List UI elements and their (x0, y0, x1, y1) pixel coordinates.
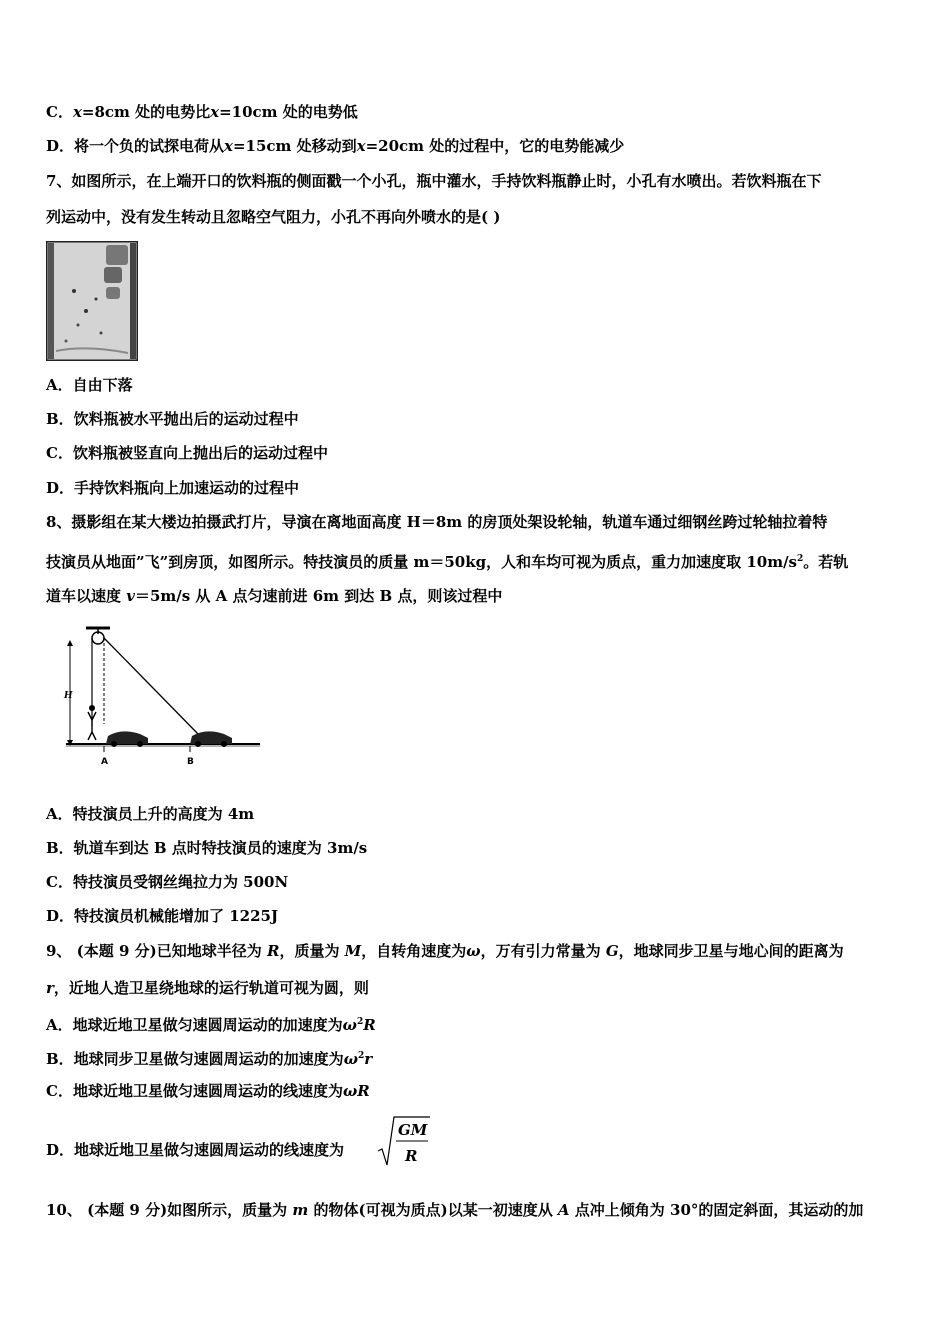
q7-stem-line2: 列运动中，没有发生转动且忽略空气阻力，小孔不再向外喷水的是( ) (46, 208, 501, 226)
q7-option-a: A．自由下落 (46, 376, 133, 394)
q10-stem-line1: 10、 (本题 9 分)如图所示，质量为 m 的物体(可视为质点)以某一初速度从 A 点冲上倾角为 30°的固定斜面，其运动的加 (46, 1201, 864, 1219)
q8-option-b: B．轨道车到达 B 点时特技演员的速度为 3m/s (46, 839, 368, 857)
q7-option-c: C．饮料瓶被竖直向上抛出后的运动过程中 (46, 444, 328, 462)
q8-option-a: A．特技演员上升的高度为 4m (46, 805, 255, 823)
q6-option-c: C．x=8cm 处的电势比x=10cm 处的电势低 (46, 103, 358, 121)
q7-option-b: B．饮料瓶被水平抛出后的运动过程中 (46, 410, 299, 428)
svg-text:A: A (101, 757, 108, 767)
svg-text:GM: GM (398, 1121, 428, 1139)
q9-option-c: C．地球近地卫星做匀速圆周运动的线速度为ωR (46, 1082, 370, 1100)
bottle-photo-figure (46, 241, 138, 361)
svg-text:R: R (405, 1147, 418, 1165)
q9-option-b: B．地球同步卫星做匀速圆周运动的加速度为$\omega^2r$ (46, 1050, 373, 1068)
q7-option-d: D．手持饮料瓶向上加速运动的过程中 (46, 479, 300, 497)
sqrt-gm-over-r-formula (376, 1113, 432, 1169)
svg-text:H: H (64, 691, 73, 701)
pulley-diagram (62, 624, 262, 769)
q8-option-c: C．特技演员受钢丝绳拉力为 500N (46, 873, 289, 891)
q9-option-a: A．地球近地卫星做匀速圆周运动的加速度为$\omega^2R$ (46, 1016, 376, 1034)
q7-stem-line1: 7、如图所示，在上端开口的饮料瓶的侧面戳一个小孔，瓶中灌水，手持饮料瓶静止时，小孔有水喷出。若饮料瓶在下 (46, 172, 822, 190)
q8-stem-line1: 8、摄影组在某大楼边拍摄武打片，导演在离地面高度 H＝8m 的房顶处架设轮轴，轨道车通过细钢丝跨过轮轴拉着特 (46, 513, 828, 531)
q8-option-d: D．特技演员机械能增加了 1225J (46, 907, 279, 925)
q9-stem-line1: 9、 (本题 9 分)已知地球半径为 R，质量为 M，自转角速度为ω，万有引力常量为 G，地球同步卫星与地心间的距离为 (46, 942, 844, 960)
q6-option-d: D．将一个负的试探电荷从x=15cm 处移动到x=20cm 处的过程中，它的电势能减少 (46, 137, 625, 155)
q8-stem-line3: 道车以速度 v＝5m/s 从 A 点匀速前进 6m 到达 B 点，则该过程中 (46, 587, 503, 605)
svg-text:B: B (187, 757, 194, 767)
q8-stem-line2: 技演员从地面”飞”到房顶，如图所示。特技演员的质量 m＝50kg，人和车均可视为质点，重力加速度取 $10m/s^2$。若轨 (46, 553, 849, 571)
q9-stem-line2: r，近地人造卫星绕地球的运行轨道可视为圆，则 (46, 979, 369, 997)
q9-option-d: D．地球近地卫星做匀速圆周运动的线速度为 (46, 1141, 345, 1159)
